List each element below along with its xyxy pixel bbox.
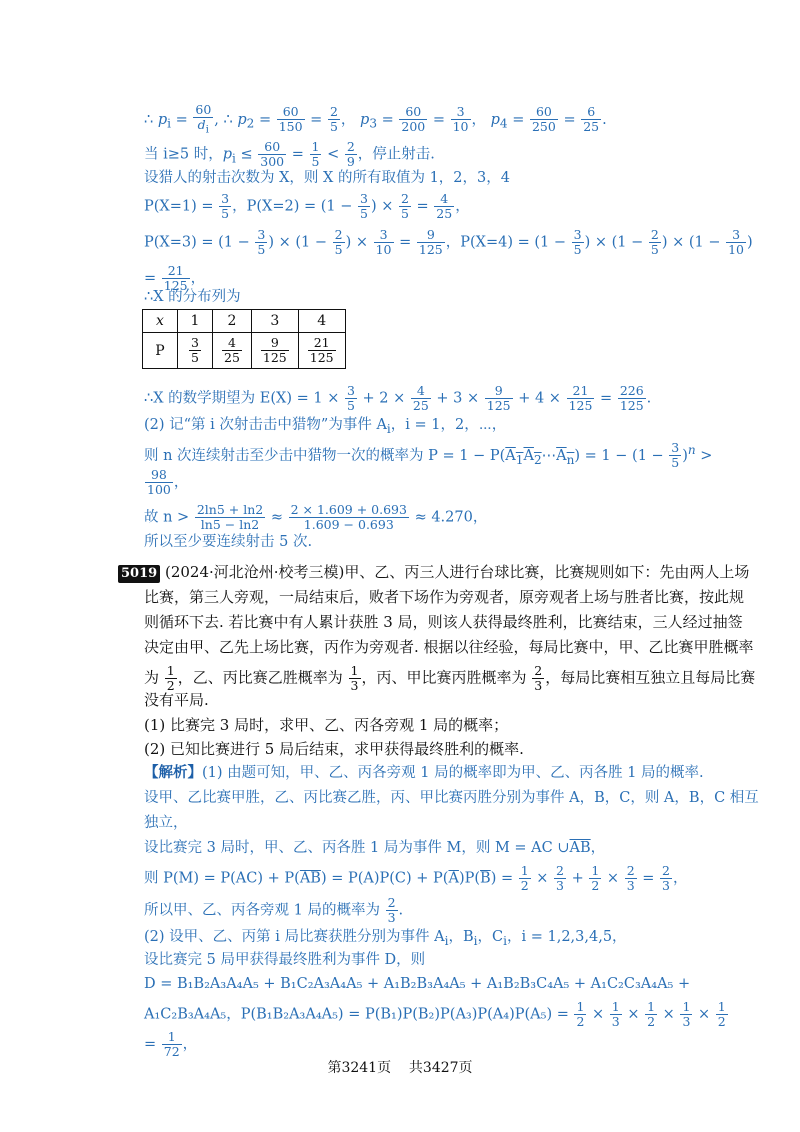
fraction: $\frac{9}{125}$ (262, 335, 287, 365)
text: 则 n 次连续射击至少击中猎物一次的概率为 P = 1 − P( (144, 447, 506, 464)
fraction: $\frac{9}{125}$ (486, 383, 511, 413)
problem-line-1 (118, 562, 750, 583)
table-cell (213, 333, 252, 369)
fraction: $\frac{3}{5}$ (257, 227, 266, 257)
analysis-tag: 【解析】 (144, 764, 202, 781)
page-number: 第3241页 (327, 1060, 392, 1076)
fraction: $\frac{2}{9}$ (346, 139, 355, 169)
text: ，乙、丙比赛乙胜概率为 (177, 668, 343, 687)
text: 则 P(M) = P(AC) + P( (144, 870, 300, 887)
text: (2) 设甲、乙、丙第 i 局比赛获胜分别为事件 A (144, 929, 445, 945)
fraction: $\frac{2}{5}$ (400, 191, 409, 221)
fraction: $\frac{21}{125}$ (163, 263, 188, 293)
fraction: $\frac{1}{3}$ (350, 663, 359, 693)
fraction: $\frac{2}{5}$ (334, 227, 343, 257)
solution-line-5: P(X=3) = (1 − $\frac{3}{5}$ ) × (1 − $\frac{2}{5}$ ) × $\frac{3}{10}$ = $\frac{9}{125}$ ，P(X=4) = (1 − $\frac{3}{5}$ ) × (1 − $\frac{2}{5}$ ) × (1 − $\frac{3}{10}$ ) (144, 227, 753, 257)
table-cell (178, 333, 213, 369)
text: ，每局比赛相互独立且每局比赛 (545, 668, 756, 687)
analysis-line-7: (2) 设甲、乙、丙第 i 局比赛获胜分别为事件 $A_i$，$B_i$，$C_i$，i = 1,2,3,4,5， (144, 929, 627, 948)
fraction: $\frac{1}{2}$ (576, 999, 585, 1029)
table-cell: 1 (178, 310, 213, 333)
solution-line-11: $\frac{98}{100}$ ， (147, 467, 189, 497)
fraction: $\frac{60}{250}$ (531, 104, 556, 135)
analysis-line-9: D = B₁B₂A₃A₄A₅ + B₁C₂A₃A₄A₅ + A₁B₂B₃A₄A₅ + A₁B₂B₃C₄A₅ + A₁C₂C₃A₄A₅ + (144, 976, 691, 992)
solution-line-10: 则 n 次连续射击至少击中猎物一次的概率为 $P = 1 - P(A_1A_2\cdots A_n) = 1 - (1$ − $\frac{3}{5}$ )$^n$ > (144, 440, 713, 471)
solution-line-1: ∴ $p_i$ = $\frac{60}{d_i}$ , ∴ $p_2$ = $\frac{60}{150}$ = $\frac{2}{5}$ ， $p_3$ = $\frac{60}{200}$ = $\frac{3}{10}$ ， $p_4$ = $\frac{60}{250}$ = $\frac{6}{25}$ . (144, 102, 607, 136)
text: P(X=1) = (144, 198, 214, 215)
text: P(X=3) = (144, 234, 214, 251)
analysis-line-11: = $\frac{1}{72}$ ， (144, 1029, 198, 1059)
fraction: $\frac{3}{5}$ (221, 191, 230, 221)
analysis-line-2: 设甲、乙比赛甲胜，乙、丙比赛乙胜，丙、甲比赛丙胜分别为事件 A，B，C，则 A，B，C 相互 (144, 790, 759, 806)
fraction: $\frac{1}{2}$ (717, 999, 726, 1029)
text: A₁C₂B₃A₄A₅，P(B₁B₂A₃A₄A₅) = P(B₁)P(B₂)P(A₃)P(A₄)P(A₅) = (144, 1006, 569, 1023)
fraction: $\frac{60}{200}$ (401, 104, 426, 135)
page-footer (0, 1057, 800, 1077)
fraction: $\frac{2}{3}$ (662, 863, 670, 893)
sep: , ∴ (214, 111, 233, 128)
fraction: $\frac{2}{3}$ (556, 863, 564, 893)
fraction: $\frac{21}{125}$ (568, 383, 593, 413)
fraction: $\frac{3}{5}$ (191, 335, 199, 365)
fraction: $\frac{3}{10}$ (452, 104, 469, 135)
text: = (144, 270, 157, 287)
text: ，i = 1,2,3,4,5， (506, 929, 627, 945)
problem-line-3: 则循环下去. 若比赛中有人累计获胜 3 局，则该人获得最终胜利，比赛结束，三人经过抽签 (144, 613, 743, 631)
fraction: $\frac{4}{25}$ (412, 383, 429, 413)
problem-line-5 (144, 663, 756, 693)
fraction: $\frac{60}{300}$ (260, 139, 285, 169)
fraction: $\frac{226}{125}$ (619, 383, 644, 413)
text: )P( (458, 870, 481, 887)
fraction: $\frac{1}{72}$ (163, 1029, 180, 1059)
solution-line-4: P(X=1) = $\frac{3}{5}$ ，P(X=2) = (1 − $\frac{3}{5}$ ) × $\frac{2}{5}$ = $\frac{4}{25}$ ， (144, 191, 470, 221)
fraction: $\frac{4}{25}$ (224, 335, 240, 365)
text: 为 (144, 668, 160, 687)
text: 所以甲、乙、丙各旁观 1 局的概率为 (144, 902, 380, 919)
solution-line-13: 所以至少要连续射击 5 次. (144, 534, 313, 550)
solution-line-6: = $\frac{21}{125}$ ， (144, 263, 206, 293)
text: = (144, 1036, 157, 1053)
text: 甲、乙、丙三人进行台球比赛，比赛规则如下：先由两人上场 (344, 563, 750, 581)
problem-source: (2024·河北沧州·校考三模) (164, 563, 345, 581)
solution-line-2: 当 i≥5 时，$p_i$ ≤ $\frac{60}{300}$ = $\frac{1}{5}$ < $\frac{2}{9}$ ，停止射击. (144, 139, 435, 169)
fraction: $\frac{9}{125}$ (418, 227, 443, 257)
text: ) = 1 − (574, 447, 628, 464)
fraction: $\frac{2}{3}$ (626, 863, 635, 893)
text: 设比赛完 3 局时，甲、乙、丙各胜 1 局为事件 M，则 M = AC ∪ (144, 840, 570, 856)
analysis-line-10: A₁C₂B₃A₄A₅，P(B₁B₂A₃A₄A₅) = P(B₁)P(B₂)P(A₃)P(A₄)P(A₅) = $\frac{1}{2}$ × $\frac{1}{3}$ × $\frac{1}{2}$ × $\frac{1}{3}$ × $\frac{1}{2}$ (144, 999, 726, 1029)
fraction: $\frac{60}{d_i}$ (195, 102, 212, 136)
analysis-line-3: 独立， (144, 815, 188, 831)
table-cell: 2 (213, 310, 252, 333)
table-row (143, 333, 346, 369)
analysis-line-4: 设比赛完 3 局时，甲、乙、丙各胜 1 局为事件 M，则 M = AC $\cup\overline{AB}$， (144, 840, 606, 856)
solution-line-9: (2) 记“第 i 次射击击中猎物”为事件 $A_i$，i = 1，2，⋯， (144, 417, 507, 436)
fraction: $\frac{3}{5}$ (346, 383, 355, 413)
fraction: $\frac{6}{25}$ (583, 104, 600, 135)
problem-line-2: 比赛，第三人旁观，一局结束后，败者下场作为旁观者，原旁观者上场与胜者比赛，按此规 (144, 588, 745, 606)
analysis-line-6: 所以甲、乙、丙各旁观 1 局的概率为 $\frac{2}{3}$ . (144, 895, 404, 925)
fraction: $\frac{60}{150}$ (278, 104, 303, 135)
fraction: $\frac{3}{5}$ (573, 227, 582, 257)
problem-number: 5019 (118, 565, 160, 583)
analysis-line-5: 则 $P(M) = P(AC) + P(\overline{AB}) = P(A)P(C) + P(\overline{A})P(\overline{B})$ = $\frac{1}{2}$ × $\frac{2}{3}$ + $\frac{1}{2}$ × $\frac{2}{3}$ = $\frac{2}{3}$ ， (144, 863, 688, 893)
problem-line-6: 没有平局. (144, 691, 209, 709)
text: ，i = 1，2，⋯， (390, 417, 507, 433)
analysis-line-1 (144, 763, 704, 783)
solution-line-3: 设猎人的射击次数为 X，则 X 的所有取值为 1，2，3，4 (144, 170, 510, 186)
text: ) = P(A)P(C) + P( (320, 870, 449, 887)
fraction: $\frac{3}{5}$ (671, 440, 680, 471)
solution-line-12: 故 n > $\frac{2\ln 5 + \ln 2}{\ln 5 - \ln 2}$ ≈ $\frac{2 \times 1.609 + 0.693}{1.609 - 0.693}$ ≈ 4.270， (144, 502, 488, 532)
fraction: $\frac{1}{5}$ (311, 139, 320, 169)
text: 故 n > (144, 509, 190, 526)
solution-line-8: ∴X 的数学期望为 E(X) = 1 × $\frac{3}{5}$ + 2 × $\frac{4}{25}$ + 3 × $\frac{9}{125}$ + 4 × $\frac{21}{125}$ = $\frac{226}{125}$ . (144, 383, 652, 413)
table-cell: 4 (298, 310, 345, 333)
fraction: $\frac{2 \times 1.609 + 0.693}{1.609 - 0.693}$ (290, 502, 407, 532)
table-cell: x (143, 310, 178, 333)
table-cell: P (143, 333, 178, 369)
text: ≈ 4.270， (414, 509, 488, 526)
fraction: $\frac{1}{2}$ (647, 999, 656, 1029)
table-cell (298, 333, 345, 369)
fraction: $\frac{21}{125}$ (309, 335, 334, 365)
analysis-line-8: 设比赛完 5 局甲获得最终胜利为事件 D，则 (144, 952, 426, 968)
fraction: $\frac{1}{3}$ (682, 999, 691, 1029)
text: ，停止射击. (357, 146, 435, 163)
fraction: $\frac{1}{2}$ (591, 863, 600, 893)
text: 当 i≥5 时， (144, 146, 223, 163)
fraction: $\frac{2}{3}$ (387, 895, 396, 925)
text: (1) 由题可知，甲、乙、丙各旁观 1 局的概率即为甲、乙、丙各胜 1 局的概率. (202, 765, 704, 781)
fraction: $\frac{1}{3}$ (611, 999, 620, 1029)
therefore-symbol: ∴ (144, 111, 154, 128)
question-2: (2) 已知比赛进行 5 局后结束，求甲获得最终胜利的概率. (144, 740, 524, 758)
fraction: $\frac{2}{5}$ (329, 104, 338, 135)
fraction: $\frac{98}{100}$ (147, 467, 171, 497)
page-total: 共3427页 (408, 1060, 473, 1076)
question-1: (1) 比赛完 3 局时，求甲、乙、丙各旁观 1 局的概率； (144, 716, 509, 734)
fraction: $\frac{4}{25}$ (436, 191, 453, 221)
table-cell: 3 (251, 310, 298, 333)
fraction: $\frac{1}{2}$ (166, 663, 175, 693)
text: ) = (490, 870, 514, 887)
fraction: $\frac{2}{5}$ (650, 227, 659, 257)
fraction: $\frac{3}{5}$ (359, 191, 368, 221)
solution-line-7: ∴X 的分布列为 (144, 289, 241, 305)
text: ，丙、甲比赛丙胜概率为 (361, 668, 527, 687)
fraction: $\frac{2\ln 5 + \ln 2}{\ln 5 - \ln 2}$ (196, 502, 264, 532)
text: ∴X 的数学期望为 E(X) = 1 × (144, 390, 340, 407)
p-symbol: p (157, 111, 168, 128)
fraction: $\frac{3}{10}$ (728, 227, 745, 257)
text: (2) 记“第 i 次射击击中猎物”为事件 A (144, 417, 387, 433)
fraction: $\frac{1}{2}$ (520, 863, 529, 893)
fraction: $\frac{3}{10}$ (375, 227, 392, 257)
fraction: $\frac{2}{3}$ (534, 663, 543, 693)
problem-line-4: 决定由甲、乙先上场比赛，丙作为旁观者. 根据以往经验，每局比赛中，甲、乙比赛甲胜概率 (144, 638, 754, 656)
table-row (143, 310, 346, 333)
table-cell (251, 333, 298, 369)
distribution-table (142, 309, 346, 369)
